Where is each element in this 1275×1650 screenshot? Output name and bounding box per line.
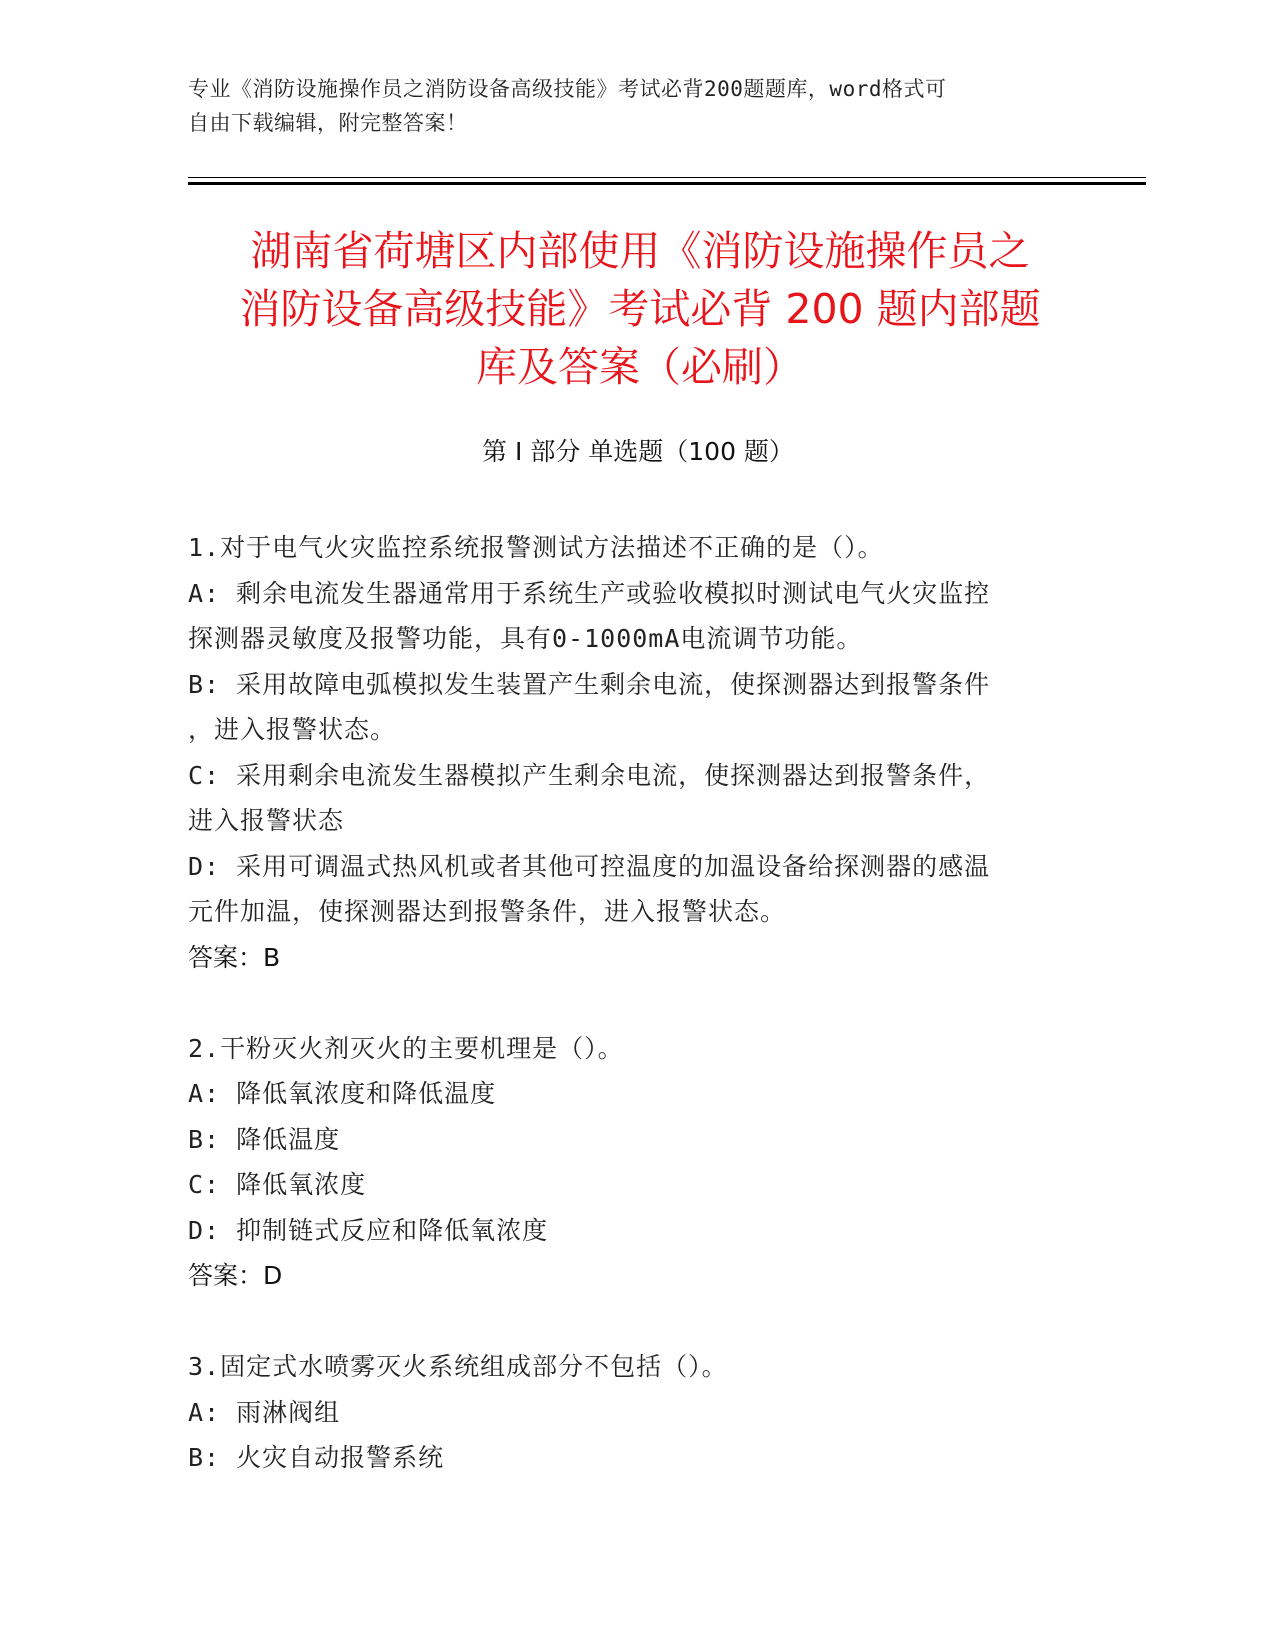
option-a: A: 降低氧浓度和降低温度 xyxy=(188,1079,497,1108)
option-b: B: 采用故障电弧模拟发生装置产生剩余电流，使探测器达到报警条件 xyxy=(188,669,991,699)
question-stem: 1.对于电气火灾监控系统报警测试方法描述不正确的是（）。 xyxy=(188,533,884,562)
option-c: C: 降低氧浓度 xyxy=(188,1170,367,1199)
header-note-line: 专业《消防设施操作员之消防设备高级技能》考试必背200题题库，word格式可 xyxy=(188,77,947,101)
header-divider-thick xyxy=(188,182,1146,185)
option-a: A: 雨淋阀组 xyxy=(188,1397,341,1427)
document-title xyxy=(190,222,1090,396)
question-list xyxy=(188,525,1088,1527)
question-2 xyxy=(188,1026,1088,1299)
header-divider-thin xyxy=(188,177,1146,178)
option-a: A: 剩余电流发生器通常用于系统生产或验收模拟时测试电气火灾监控 xyxy=(188,578,991,608)
title-line: 消防设备高级技能》考试必背 200 题内部题 xyxy=(239,285,1041,333)
question-stem: 2.干粉灭火剂灭火的主要机理是（）。 xyxy=(188,1033,624,1063)
option-b-cont: ，进入报警状态。 xyxy=(188,715,397,744)
question-stem: 3.固定式水喷雾灭火系统组成部分不包括（）。 xyxy=(188,1352,728,1381)
option-d: D: 采用可调温式热风机或者其他可控温度的加温设备给探测器的感温 xyxy=(188,851,991,881)
question-3 xyxy=(188,1344,1088,1481)
header-note-line: 自由下载编辑，附完整答案！ xyxy=(188,111,468,135)
option-d-cont: 元件加温，使探测器达到报警条件，进入报警状态。 xyxy=(188,897,787,926)
section-title: 第 I 部分 单选题（100 题） xyxy=(482,437,794,466)
question-1 xyxy=(188,525,1088,980)
title-line: 湖南省荷塘区内部使用《消防设施操作员之 xyxy=(250,227,1030,275)
answer: 答案：D xyxy=(188,1261,283,1290)
option-a-cont: 探测器灵敏度及报警功能，具有0-1000mA电流调节功能。 xyxy=(188,624,863,653)
option-c: C: 采用剩余电流发生器模拟产生剩余电流，使探测器达到报警条件， xyxy=(188,760,991,790)
title-line: 库及答案（必刷） xyxy=(476,343,804,391)
option-b: B: 火灾自动报警系统 xyxy=(188,1443,445,1472)
option-b: B: 降低温度 xyxy=(188,1124,341,1154)
answer: 答案：B xyxy=(188,942,281,972)
option-c-cont: 进入报警状态 xyxy=(188,806,345,835)
header-note xyxy=(188,72,1068,140)
option-d: D: 抑制链式反应和降低氧浓度 xyxy=(188,1215,549,1245)
